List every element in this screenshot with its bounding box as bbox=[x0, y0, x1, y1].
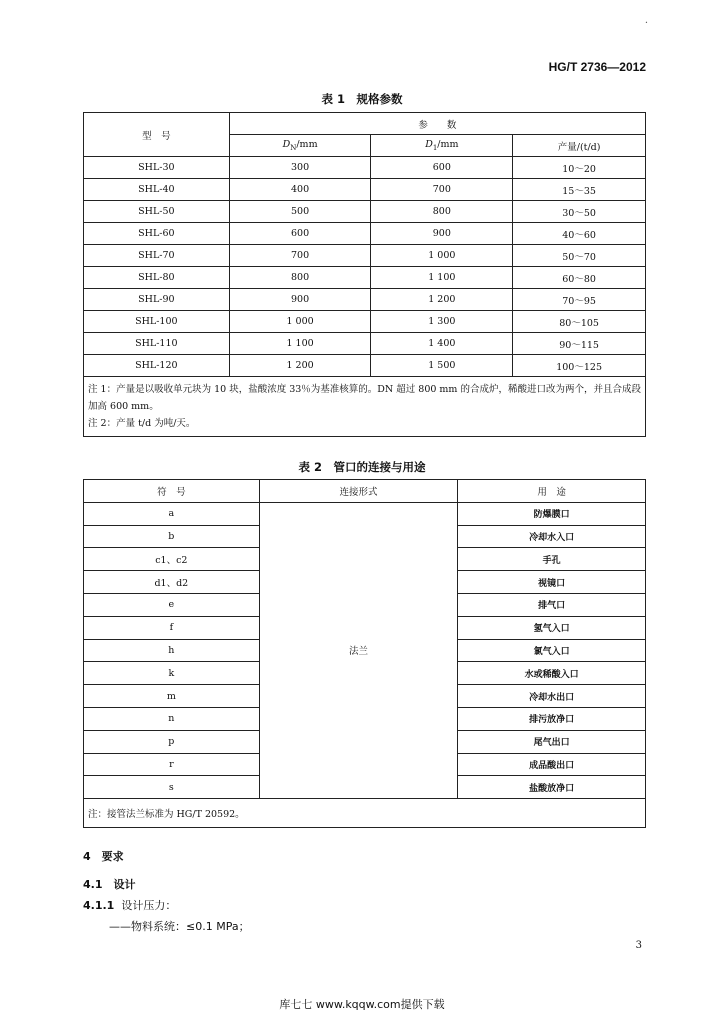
cell-use: 排气口 bbox=[458, 593, 646, 616]
cell-d1: 900 bbox=[371, 223, 513, 245]
cell-model: SHL-110 bbox=[84, 333, 230, 355]
cell-output: 70～95 bbox=[513, 289, 646, 311]
cell-output: 15～35 bbox=[513, 179, 646, 201]
cell-dn: 400 bbox=[229, 179, 371, 201]
cell-symbol: m bbox=[84, 685, 260, 708]
item-material-system: ——物料系统：≤0.1 MPa； bbox=[109, 920, 250, 933]
cell-d1: 1 200 bbox=[371, 289, 513, 311]
cell-dn: 600 bbox=[229, 223, 371, 245]
cell-dn: 300 bbox=[229, 157, 371, 179]
cell-d1: 1 300 bbox=[371, 311, 513, 333]
cell-symbol: s bbox=[84, 776, 260, 799]
header-output: 产量/(t/d) bbox=[513, 135, 646, 157]
cell-output: 50～70 bbox=[513, 245, 646, 267]
table-row bbox=[84, 157, 646, 179]
cell-symbol: h bbox=[84, 639, 260, 662]
cell-use: 盐酸放净口 bbox=[458, 776, 646, 799]
cell-symbol: p bbox=[84, 730, 260, 753]
cell-model: SHL-100 bbox=[84, 311, 230, 333]
header-symbol: 符 号 bbox=[84, 480, 260, 503]
cell-dn: 1 100 bbox=[229, 333, 371, 355]
cell-use: 尾气出口 bbox=[458, 730, 646, 753]
cell-d1: 800 bbox=[371, 201, 513, 223]
header-dn: $D_N/mm$ bbox=[229, 135, 371, 157]
download-footer: 库七七 www.kqqw.com提供下载 bbox=[279, 998, 445, 1011]
cell-d1: 1 400 bbox=[371, 333, 513, 355]
cell-dn: 1 200 bbox=[229, 355, 371, 377]
table2-note: 注：接管法兰标准为 HG/T 20592。 bbox=[84, 799, 646, 828]
cell-symbol: f bbox=[84, 616, 260, 639]
table1-notes bbox=[84, 377, 646, 437]
cell-dn: 700 bbox=[229, 245, 371, 267]
cell-output: 90～115 bbox=[513, 333, 646, 355]
table-row bbox=[84, 201, 646, 223]
cell-model: SHL-60 bbox=[84, 223, 230, 245]
table-row bbox=[84, 267, 646, 289]
cell-model: SHL-40 bbox=[84, 179, 230, 201]
table-row bbox=[84, 355, 646, 377]
table-row bbox=[84, 333, 646, 355]
cell-output: 60～80 bbox=[513, 267, 646, 289]
cell-dn: 1 000 bbox=[229, 311, 371, 333]
cell-output: 30～50 bbox=[513, 201, 646, 223]
section-4-1-1: 4.1.1 设计压力： bbox=[83, 899, 177, 912]
table1-caption: 表 1 规格参数 bbox=[321, 92, 403, 106]
cell-use: 视镜口 bbox=[458, 571, 646, 594]
table1-spec-parameters bbox=[83, 112, 646, 437]
header-use: 用 途 bbox=[458, 480, 646, 503]
cell-model: SHL-120 bbox=[84, 355, 230, 377]
cell-use: 排污放净口 bbox=[458, 707, 646, 730]
header-params: 参 数 bbox=[229, 113, 645, 135]
cell-use: 冷却水入口 bbox=[458, 525, 646, 548]
cell-symbol: r bbox=[84, 753, 260, 776]
cell-symbol: c1、c2 bbox=[84, 548, 260, 571]
table1-note1: 注 1：产量是以吸收单元块为 10 块，盐酸浓度 33％为基准核算的。DN 超过 800 mm 的合成炉，稀酸进口改为两个，并且合成段加高 600 mm。 bbox=[88, 384, 641, 412]
cell-use: 水或稀酸入口 bbox=[458, 662, 646, 685]
cell-output: 80～105 bbox=[513, 311, 646, 333]
cell-symbol: n bbox=[84, 707, 260, 730]
cell-use: 防爆膜口 bbox=[458, 502, 646, 525]
cell-d1: 1 100 bbox=[371, 267, 513, 289]
cell-symbol: e bbox=[84, 593, 260, 616]
cell-d1: 600 bbox=[371, 157, 513, 179]
cell-use: 成品酸出口 bbox=[458, 753, 646, 776]
table-row bbox=[84, 245, 646, 267]
cell-model: SHL-30 bbox=[84, 157, 230, 179]
cell-dn: 500 bbox=[229, 201, 371, 223]
cell-output: 40～60 bbox=[513, 223, 646, 245]
cell-model: SHL-80 bbox=[84, 267, 230, 289]
cell-d1: 700 bbox=[371, 179, 513, 201]
cell-d1: 1 500 bbox=[371, 355, 513, 377]
cell-model: SHL-50 bbox=[84, 201, 230, 223]
section-4-heading: 4 要求 bbox=[83, 850, 124, 863]
table-row bbox=[84, 223, 646, 245]
cell-output: 10～20 bbox=[513, 157, 646, 179]
cell-use: 氢气入口 bbox=[458, 616, 646, 639]
cell-use: 氯气入口 bbox=[458, 639, 646, 662]
table-row bbox=[84, 179, 646, 201]
table-row bbox=[84, 289, 646, 311]
corner-mark: · bbox=[644, 18, 648, 29]
header-d1: $D_1/mm$ bbox=[371, 135, 513, 157]
cell-connection-type: 法兰 bbox=[259, 502, 458, 798]
cell-model: SHL-90 bbox=[84, 289, 230, 311]
table-row bbox=[84, 502, 646, 525]
cell-use: 手孔 bbox=[458, 548, 646, 571]
section-4-1-heading: 4.1 设计 bbox=[83, 878, 136, 891]
header-model: 型 号 bbox=[84, 113, 230, 157]
cell-d1: 1 000 bbox=[371, 245, 513, 267]
table1-note2: 注 2：产量 t/d 为吨/天。 bbox=[88, 418, 196, 429]
table2-nozzle-connections bbox=[83, 479, 646, 828]
cell-dn: 900 bbox=[229, 289, 371, 311]
cell-model: SHL-70 bbox=[84, 245, 230, 267]
header-connection: 连接形式 bbox=[259, 480, 458, 503]
cell-symbol: b bbox=[84, 525, 260, 548]
cell-symbol: k bbox=[84, 662, 260, 685]
cell-output: 100～125 bbox=[513, 355, 646, 377]
cell-symbol: d1、d2 bbox=[84, 571, 260, 594]
standard-code: HG/T 2736—2012 bbox=[548, 60, 646, 74]
page-number: 3 bbox=[635, 940, 642, 951]
cell-dn: 800 bbox=[229, 267, 371, 289]
table2-caption: 表 2 管口的连接与用途 bbox=[298, 460, 426, 474]
table-row bbox=[84, 311, 646, 333]
cell-symbol: a bbox=[84, 502, 260, 525]
cell-use: 冷却水出口 bbox=[458, 685, 646, 708]
